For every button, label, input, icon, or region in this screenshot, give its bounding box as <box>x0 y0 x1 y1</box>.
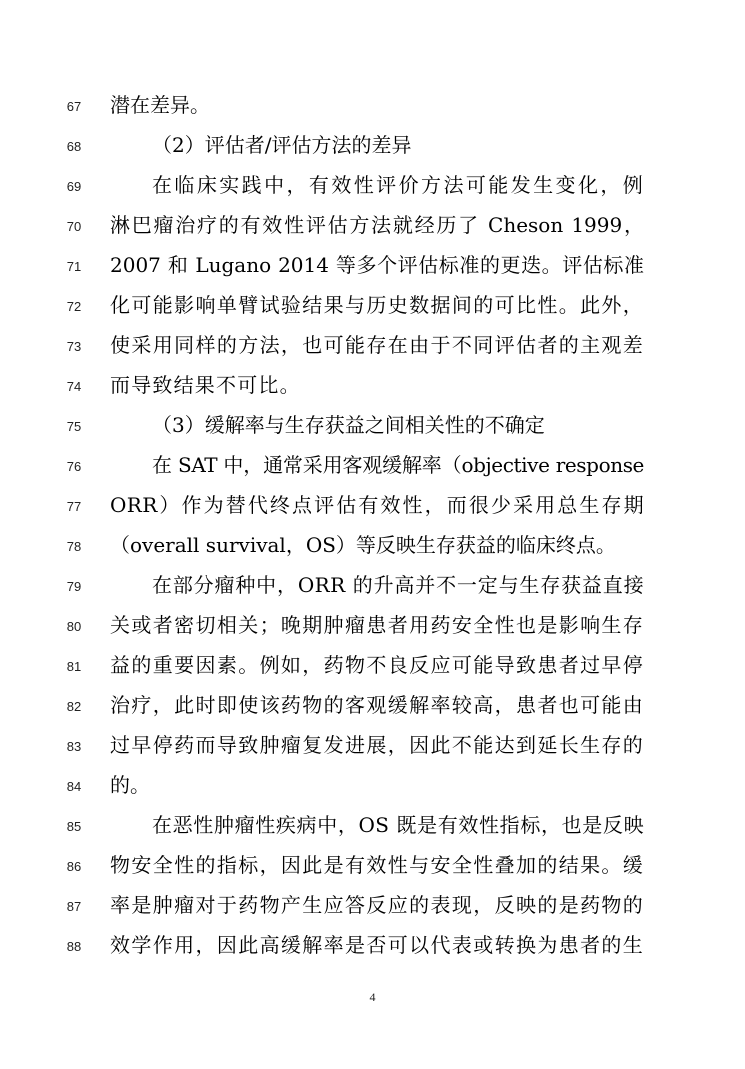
text-line <box>0 608 745 642</box>
line-number: 74 <box>66 379 82 394</box>
line-number: 80 <box>66 619 82 634</box>
paragraph-text: （overall survival，OS）等反映生存获益的临床终点。 <box>110 533 616 557</box>
text-line <box>0 848 745 882</box>
section-heading: （2）评估者/评估方法的差异 <box>152 133 412 157</box>
paragraph-text: 过早停药而导致肿瘤复发进展，因此不能达到延长生存的 <box>110 733 644 757</box>
line-number: 78 <box>66 539 82 554</box>
text-line <box>0 168 745 202</box>
paragraph-text: 关或者密切相关；晚期肿瘤患者用药安全性也是影响生存 <box>110 613 644 637</box>
line-number: 79 <box>66 579 82 594</box>
paragraph-text: 的。 <box>110 773 150 797</box>
paragraph-text: 在临床实践中，有效性评价方法可能发生变化，例 <box>152 173 644 197</box>
paragraph-text: 化可能影响单臂试验结果与历史数据间的可比性。此外， <box>110 293 644 317</box>
text-line <box>0 488 745 522</box>
text-line <box>0 128 745 162</box>
text-line <box>0 888 745 922</box>
line-number: 70 <box>66 219 82 234</box>
line-number: 69 <box>66 179 82 194</box>
paragraph-text: 在部分瘤种中，ORR 的升高并不一定与生存获益直接 <box>152 573 644 597</box>
text-line <box>0 448 745 482</box>
text-line <box>0 728 745 762</box>
line-number: 82 <box>66 699 82 714</box>
paragraph-text: 而导致结果不可比。 <box>110 373 301 397</box>
paragraph-text: 效学作用，因此高缓解率是否可以代表或转换为患者的生 <box>110 933 644 957</box>
line-number: 76 <box>66 459 82 474</box>
text-line <box>0 928 745 962</box>
paragraph-text: 率是肿瘤对于药物产生应答反应的表现，反映的是药物的 <box>110 893 644 917</box>
text-line <box>0 648 745 682</box>
paragraph-text: 2007 和 Lugano 2014 等多个评估标准的更迭。评估标准 <box>110 253 644 277</box>
text-line <box>0 248 745 282</box>
line-number: 85 <box>66 819 82 834</box>
text-line <box>0 88 745 122</box>
line-number: 86 <box>66 859 82 874</box>
page-number: 4 <box>369 990 376 1004</box>
text-line <box>0 568 745 602</box>
text-line <box>0 408 745 442</box>
line-number: 77 <box>66 499 82 514</box>
text-line <box>0 328 745 362</box>
line-number: 71 <box>66 259 82 274</box>
paragraph-text: ORR）作为替代终点评估有效性，而很少采用总生存期 <box>110 493 644 517</box>
paragraph-text: 淋巴瘤治疗的有效性评估方法就经历了 Cheson 1999， <box>110 213 644 237</box>
line-number: 88 <box>66 939 82 954</box>
paragraph-text: 治疗，此时即使该药物的客观缓解率较高，患者也可能由 <box>110 693 644 717</box>
line-number: 83 <box>66 739 82 754</box>
paragraph-text: 益的重要因素。例如，药物不良反应可能导致患者过早停 <box>110 653 644 677</box>
line-number: 73 <box>66 339 82 354</box>
text-line <box>0 208 745 242</box>
paragraph-text: 潜在差异。 <box>110 93 210 117</box>
text-line <box>0 288 745 322</box>
section-heading: （3）缓解率与生存获益之间相关性的不确定 <box>152 413 545 437</box>
line-number: 75 <box>66 419 82 434</box>
text-line <box>0 808 745 842</box>
paragraph-text: 在恶性肿瘤性疾病中，OS 既是有效性指标，也是反映 <box>152 813 644 837</box>
line-number: 87 <box>66 899 82 914</box>
line-number: 67 <box>66 99 82 114</box>
paragraph-text: 物安全性的指标，因此是有效性与安全性叠加的结果。缓 <box>110 853 644 877</box>
paragraph-text: 使采用同样的方法，也可能存在由于不同评估者的主观差 <box>110 333 644 357</box>
text-line <box>0 368 745 402</box>
paragraph-text: 在 SAT 中，通常采用客观缓解率（objective response <box>152 453 644 477</box>
text-line <box>0 768 745 802</box>
text-line <box>0 528 745 562</box>
line-number: 84 <box>66 779 82 794</box>
line-number: 81 <box>66 659 82 674</box>
text-line <box>0 688 745 722</box>
line-number: 68 <box>66 139 82 154</box>
line-number: 72 <box>66 299 82 314</box>
